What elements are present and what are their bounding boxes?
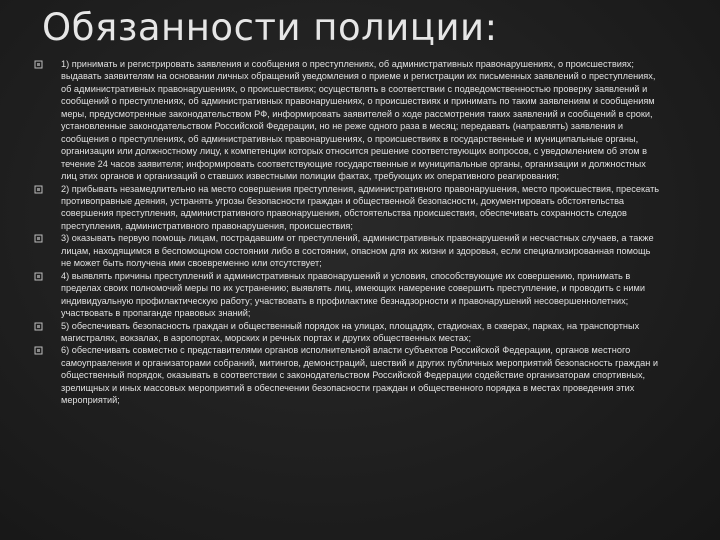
hollow-square-bullet-icon	[34, 60, 43, 69]
hollow-square-bullet-icon	[34, 234, 43, 243]
list-item	[32, 58, 662, 183]
list-item-text: 5) обеспечивать безопасность граждан и общественный порядок на улицах, площадях, стадионах, в скверах, парках, на транспортных магистралях, вокзалах, в аэропортах, морских и речных портах и других общественных местах;	[61, 320, 640, 343]
slide-title: Обязанности полиции:	[42, 6, 498, 49]
list-item	[32, 232, 662, 269]
list-item	[32, 344, 662, 406]
list-item-text: 2) прибывать незамедлительно на место совершения преступления, административного правонарушения, место происшествия, пресекать противоправные деяния, устранять угрозы безопасности граждан и общественной безопасности, документировать обстоятельства совершения преступления, административного правонарушения, обстоятельства происшествия, обеспечивать сохранность следов преступления, административного правонарушения, происшествия;	[61, 183, 660, 231]
list-item-text: 3) оказывать первую помощь лицам, пострадавшим от преступлений, административных правонарушений и несчастных случаев, а также лицам, находящимся в беспомощном состоянии либо в состоянии, опасном для их жизни и здоровья, если специализированная помощь не может быть получена ими своевременно или отсутствует;	[61, 233, 654, 269]
list-item-text: 1) принимать и регистрировать заявления и сообщения о преступлениях, об административных правонарушениях, о происшествиях; выдавать заявителям на основании личных обращений уведомления о приеме и регистрации их письменных заявлений о преступлениях, об административных правонарушениях, о происшествиях; осуществлять в соответствии с подведомственностью проверку заявлений и сообщений о преступлениях, об административных правонарушениях, о происшествиях и принимать по таким заявлениям и сообщениям меры, предусмотренные законодательством РФ, информировать заявителей о ходе рассмотрения таких заявлений и сообщений в сроки, установленные законодательством Российской Федерации, но не реже одного раза в месяц; передавать (направлять) заявления и сообщения о преступлениях, об административных правонарушениях, о происшествиях в государственные и муниципальные органы, организации или должностному лицу, к компетенции которых относится решение соответствующих вопросов, с уведомлением об этом в течение 24 часов заявителя; информировать соответствующие государственные и муниципальные органы, организации и должностных лиц этих органов и организаций о ставших известными полиции фактах, требующих их оперативного реагирования;	[61, 59, 656, 182]
list-item-text: 6) обеспечивать совместно с представителями органов исполнительной власти субъектов Российской Федерации, органов местного самоуправления и организаторами собраний, митингов, демонстраций, шествий и других публичных мероприятий безопасность граждан и общественный порядок, оказывать в соответствии с законодательством Российской Федерации содействие организаторам спортивных, зрелищных и иных массовых мероприятий в обеспечении безопасности граждан и общественного порядка в местах проведения этих мероприятий;	[61, 345, 659, 406]
list-item	[32, 320, 662, 345]
hollow-square-bullet-icon	[34, 322, 43, 331]
list-item	[32, 270, 662, 320]
hollow-square-bullet-icon	[34, 346, 43, 355]
list-item-text: 4) выявлять причины преступлений и административных правонарушений и условия, способствующие их совершению, принимать в пределах своих полномочий меры по их устранению; выявлять лиц, имеющих намерение совершить преступление, и проводить с ними индивидуальную профилактическую работу; участвовать в профилактике безнадзорности и правонарушений несовершеннолетних; участвовать в пропаганде правовых знаний;	[61, 270, 645, 319]
bullet-list	[32, 58, 662, 407]
hollow-square-bullet-icon	[34, 185, 43, 194]
hollow-square-bullet-icon	[34, 272, 43, 281]
list-item	[32, 183, 662, 233]
